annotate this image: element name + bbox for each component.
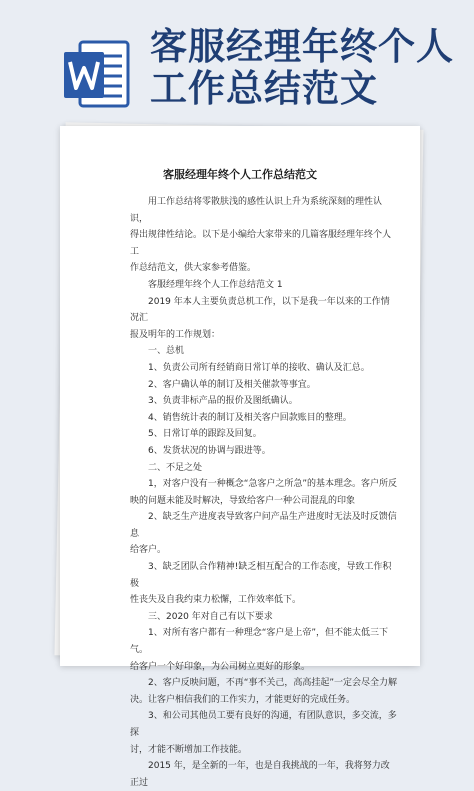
document-line: 6、发货状况的协调与跟进等。 bbox=[148, 445, 271, 456]
document-body bbox=[130, 194, 398, 791]
document-line: 性丧失及自我约束力松懈，工作效率低下。 bbox=[130, 595, 302, 606]
document-line: 2、客户确认单的制订及相关催款等事宜。 bbox=[148, 379, 316, 390]
document-line: 二、不足之处 bbox=[148, 462, 203, 473]
banner-title-line-1: 客服经理年终个人 bbox=[150, 25, 454, 68]
document-line: 2015 年，是全新的一年，也是自我挑战的一年，我将努力改正过 bbox=[130, 761, 390, 788]
document-line: 1、对所有客户都有一种理念“客户是上帝”，但不能太低三下气。 bbox=[130, 628, 389, 656]
document-line: 映的问题未能及时解决，导致给客户一种公司混乱的印象 bbox=[130, 495, 356, 506]
document-line: 5、日常订单的跟踪及回复。 bbox=[148, 429, 262, 440]
word-document-icon bbox=[64, 40, 130, 110]
document-line: 3、负责非标产品的报价及图纸确认。 bbox=[148, 396, 298, 407]
document-line: 用工作总结将零散肤浅的感性认识上升为系统深刻的理性认识， bbox=[130, 197, 383, 224]
document-line: 三、2020 年对自己有以下要求 bbox=[148, 611, 273, 622]
document-line: 给客户一个好印象，为公司树立更好的形象。 bbox=[130, 661, 311, 672]
document-title: 客服经理年终个人工作总结范文 bbox=[163, 168, 317, 181]
header-banner bbox=[0, 0, 474, 112]
document-line: 报及明年的工作规划： bbox=[130, 329, 221, 340]
document-line: 2019 年本人主要负责总机工作，以下是我一年以来的工作情况汇 bbox=[130, 296, 390, 324]
document-line: 2、缺乏生产进度表导致客户问产品生产进度时无法及时反馈信息 bbox=[130, 512, 397, 539]
banner-title bbox=[150, 26, 470, 110]
document-line: 1、负责公司所有经销商日常订单的接收、确认及汇总。 bbox=[148, 362, 370, 373]
document-line: 4、销售统计表的制订及相关客户回款账目的整理。 bbox=[148, 412, 352, 423]
document-line: 给客户。 bbox=[130, 545, 167, 556]
document-line: 得出规律性结论。以下是小编给大家带来的几篇客服经理年终个人工 bbox=[130, 230, 392, 257]
document-line: 1，对客户没有一种概念“急客户之所急”的基本理念。客户所反 bbox=[148, 479, 398, 490]
document-line: 2、客户反映问题，不再“事不关己，高高挂起”一定会尽全力解 bbox=[148, 678, 398, 689]
document-line: 3、缺乏团队合作精神!缺乏相互配合的工作态度，导致工作积极 bbox=[130, 562, 392, 589]
banner-title-line-2: 工作总结范文 bbox=[150, 67, 378, 110]
document-line: 讨，才能不断增加工作技能。 bbox=[130, 744, 248, 755]
document-line: 客服经理年终个人工作总结范文 1 bbox=[148, 279, 283, 290]
document-line: 一、总机 bbox=[148, 346, 185, 357]
document-page bbox=[60, 126, 420, 788]
document-line: 决。让客户相信我们的工作实力，才能更好的完成任务。 bbox=[130, 694, 356, 705]
document-line: 作总结范文，供大家参考借鉴。 bbox=[130, 263, 257, 274]
document-line: 3、和公司其他员工要有良好的沟通，有团队意识，多交流，多探 bbox=[130, 711, 397, 738]
